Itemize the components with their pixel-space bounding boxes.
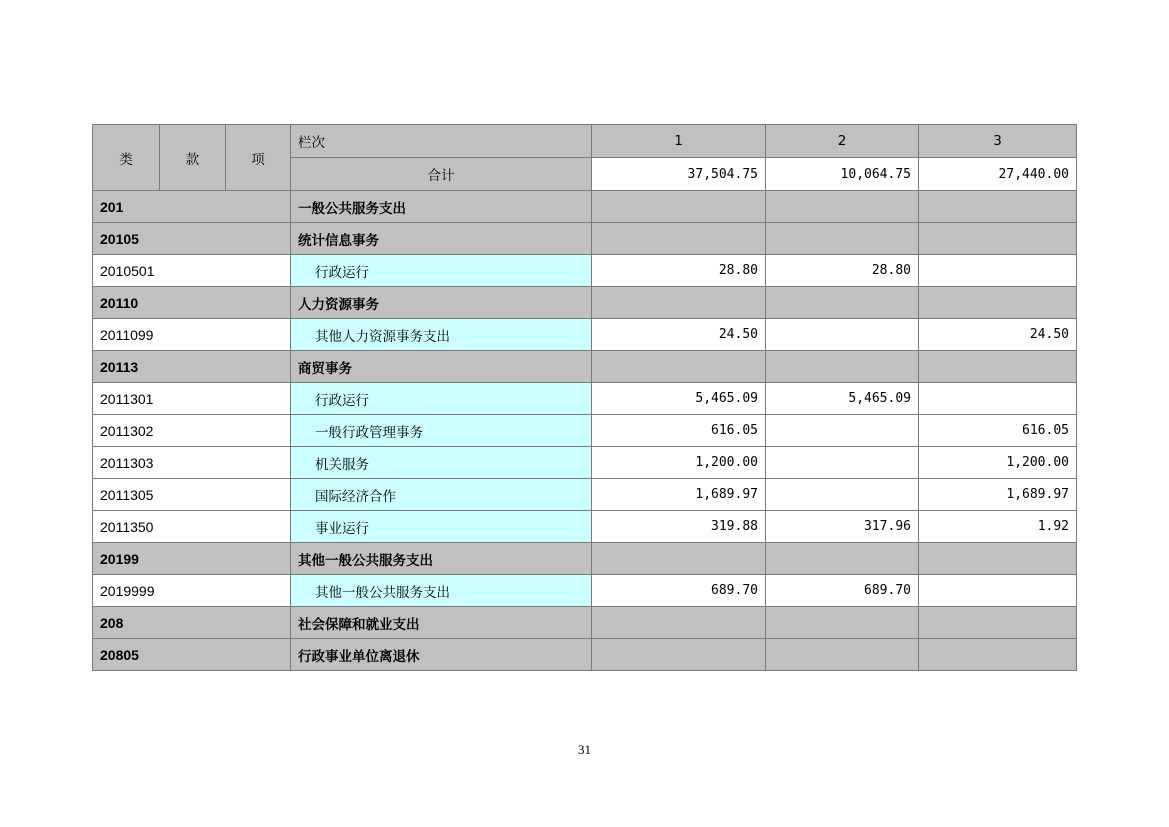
row-code: 2011305 <box>93 479 291 511</box>
row-value-1 <box>592 639 766 671</box>
header-kuan: 款 <box>160 125 226 191</box>
row-name: 人力资源事务 <box>291 287 592 319</box>
row-value-3: 1.92 <box>919 511 1077 543</box>
row-value-3 <box>919 191 1077 223</box>
row-value-1: 5,465.09 <box>592 383 766 415</box>
row-value-3: 1,200.00 <box>919 447 1077 479</box>
header-heji: 合计 <box>291 158 592 191</box>
row-name: 统计信息事务 <box>291 223 592 255</box>
row-value-1: 1,689.97 <box>592 479 766 511</box>
row-value-1 <box>592 607 766 639</box>
row-value-3: 1,689.97 <box>919 479 1077 511</box>
row-code: 2011302 <box>93 415 291 447</box>
row-value-3 <box>919 287 1077 319</box>
row-code: 2011303 <box>93 447 291 479</box>
row-name: 其他一般公共服务支出 <box>291 543 592 575</box>
row-name: 事业运行 <box>291 511 592 543</box>
row-code: 2011301 <box>93 383 291 415</box>
item-row <box>93 415 1077 447</box>
row-value-2 <box>766 447 919 479</box>
row-value-1 <box>592 351 766 383</box>
row-code: 20805 <box>93 639 291 671</box>
header-row-1 <box>93 125 1077 158</box>
row-value-2: 689.70 <box>766 575 919 607</box>
row-code: 2019999 <box>93 575 291 607</box>
category-row <box>93 287 1077 319</box>
row-code: 20199 <box>93 543 291 575</box>
row-name: 行政事业单位离退休 <box>291 639 592 671</box>
row-name: 商贸事务 <box>291 351 592 383</box>
row-value-2: 317.96 <box>766 511 919 543</box>
row-value-2 <box>766 319 919 351</box>
expenditure-table <box>92 124 1077 671</box>
item-row <box>93 575 1077 607</box>
header-col1: 1 <box>592 125 766 158</box>
row-code: 2011099 <box>93 319 291 351</box>
item-row <box>93 319 1077 351</box>
row-value-1: 689.70 <box>592 575 766 607</box>
row-value-3: 616.05 <box>919 415 1077 447</box>
row-name: 机关服务 <box>291 447 592 479</box>
row-name: 其他一般公共服务支出 <box>291 575 592 607</box>
row-value-2 <box>766 639 919 671</box>
item-row <box>93 479 1077 511</box>
row-value-1 <box>592 543 766 575</box>
row-value-2: 28.80 <box>766 255 919 287</box>
category-row <box>93 543 1077 575</box>
category-row <box>93 223 1077 255</box>
total-col3: 27,440.00 <box>919 158 1077 191</box>
row-code: 2011350 <box>93 511 291 543</box>
header-lei: 类 <box>93 125 160 191</box>
category-row <box>93 191 1077 223</box>
row-value-2 <box>766 191 919 223</box>
row-value-2 <box>766 351 919 383</box>
header-xiang: 项 <box>226 125 291 191</box>
row-value-1: 28.80 <box>592 255 766 287</box>
row-name: 社会保障和就业支出 <box>291 607 592 639</box>
row-name: 国际经济合作 <box>291 479 592 511</box>
row-value-1: 616.05 <box>592 415 766 447</box>
row-value-2: 5,465.09 <box>766 383 919 415</box>
row-value-2 <box>766 287 919 319</box>
row-value-1 <box>592 223 766 255</box>
row-name: 一般行政管理事务 <box>291 415 592 447</box>
row-code: 20110 <box>93 287 291 319</box>
row-code: 201 <box>93 191 291 223</box>
item-row <box>93 255 1077 287</box>
row-code: 20113 <box>93 351 291 383</box>
row-name: 一般公共服务支出 <box>291 191 592 223</box>
row-value-2 <box>766 607 919 639</box>
row-name: 行政运行 <box>291 383 592 415</box>
category-row <box>93 351 1077 383</box>
row-value-1: 24.50 <box>592 319 766 351</box>
row-value-3 <box>919 639 1077 671</box>
row-value-3 <box>919 223 1077 255</box>
row-value-2 <box>766 479 919 511</box>
row-value-1: 319.88 <box>592 511 766 543</box>
row-value-1 <box>592 287 766 319</box>
item-row <box>93 511 1077 543</box>
category-row <box>93 639 1077 671</box>
row-value-3 <box>919 607 1077 639</box>
row-value-1 <box>592 191 766 223</box>
header-col2: 2 <box>766 125 919 158</box>
total-col1: 37,504.75 <box>592 158 766 191</box>
row-code: 2010501 <box>93 255 291 287</box>
total-col2: 10,064.75 <box>766 158 919 191</box>
row-value-3: 24.50 <box>919 319 1077 351</box>
row-value-3 <box>919 575 1077 607</box>
row-code: 208 <box>93 607 291 639</box>
row-value-3 <box>919 543 1077 575</box>
item-row <box>93 447 1077 479</box>
row-value-1: 1,200.00 <box>592 447 766 479</box>
header-col3: 3 <box>919 125 1077 158</box>
category-row <box>93 607 1077 639</box>
row-value-3 <box>919 351 1077 383</box>
row-value-3 <box>919 255 1077 287</box>
row-value-2 <box>766 415 919 447</box>
page-number: 31 <box>578 742 591 757</box>
row-value-2 <box>766 543 919 575</box>
header-lanci: 栏次 <box>291 125 592 158</box>
row-code: 20105 <box>93 223 291 255</box>
item-row <box>93 383 1077 415</box>
row-value-2 <box>766 223 919 255</box>
row-name: 行政运行 <box>291 255 592 287</box>
row-value-3 <box>919 383 1077 415</box>
row-name: 其他人力资源事务支出 <box>291 319 592 351</box>
